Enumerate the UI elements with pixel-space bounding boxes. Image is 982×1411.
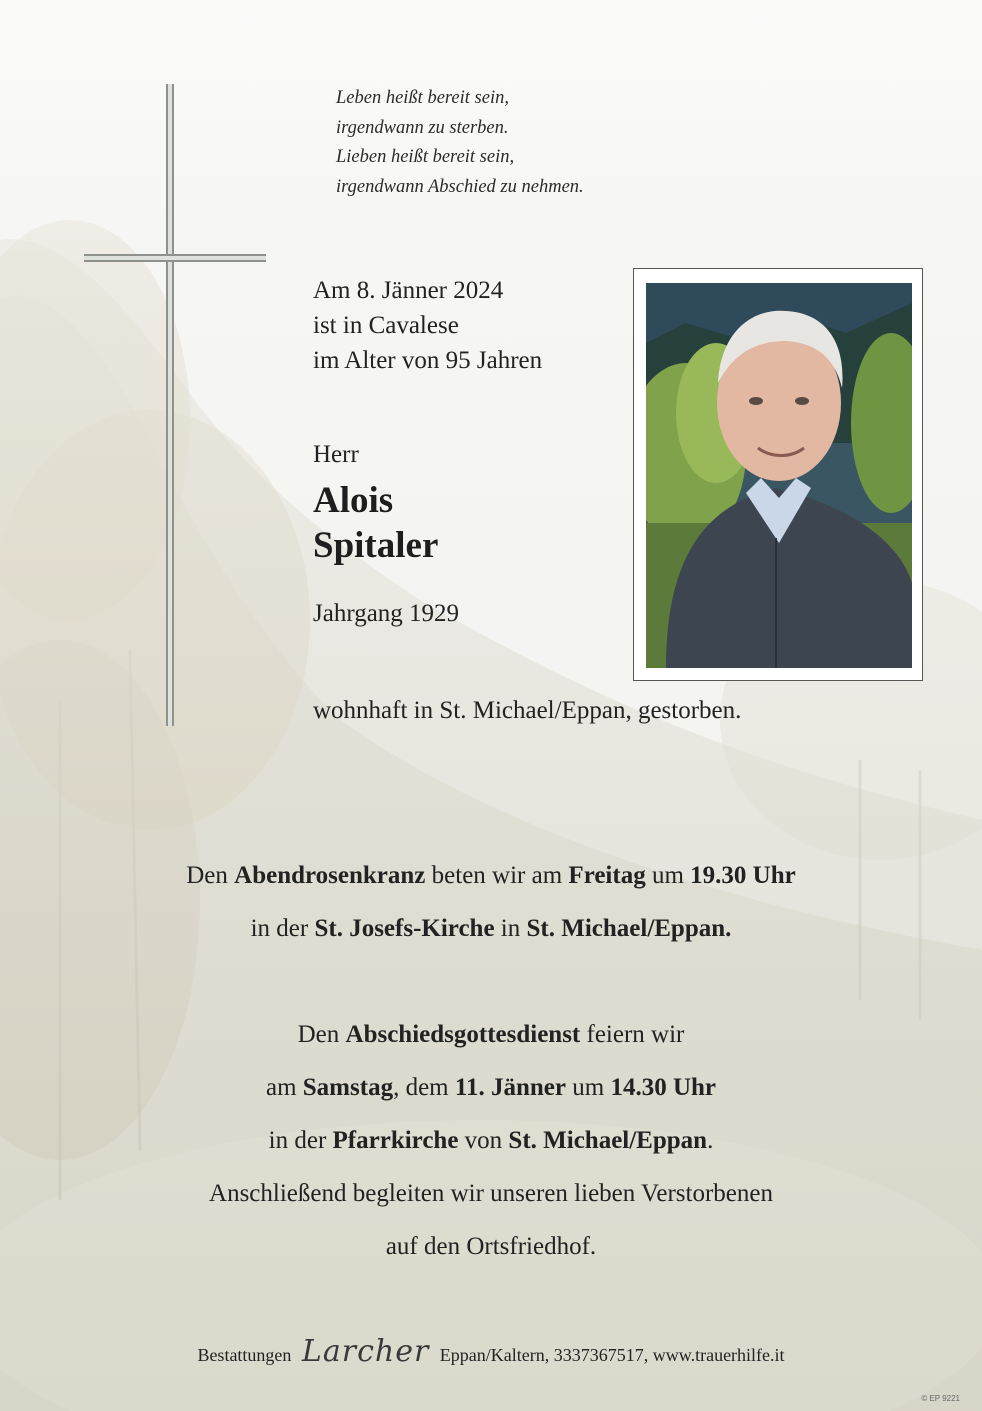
text: beten wir am <box>425 862 569 889</box>
rosary-label: Abendrosenkranz <box>234 862 426 889</box>
portrait-frame <box>633 268 923 681</box>
text: am <box>265 1074 303 1101</box>
text: . <box>707 1127 714 1154</box>
service-day: Samstag <box>302 1074 394 1101</box>
residence-line: wohnhaft in St. Michael/Eppan, gestorben. <box>313 697 742 724</box>
text: um <box>645 862 691 889</box>
document-code: © EP 9221 <box>921 1394 960 1403</box>
salutation: Herr <box>313 441 359 468</box>
poem-line: irgendwann zu sterben. <box>336 117 509 138</box>
text: von <box>458 1127 509 1154</box>
service-line-1 <box>0 1008 982 1061</box>
rosary-time: 19.30 Uhr <box>690 862 796 889</box>
poem-line: irgendwann Abschied zu nehmen. <box>336 176 584 197</box>
rosary-day: Freitag <box>568 862 646 889</box>
funeral-home-footer <box>0 1334 982 1369</box>
service-line-5: auf den Ortsfriedhof. <box>385 1233 597 1260</box>
rosary-line-1 <box>0 849 982 902</box>
text: feiern wir <box>580 1021 685 1048</box>
poem-line: Leben heißt bereit sein, <box>336 88 509 108</box>
cross-horizontal-bar <box>84 254 266 262</box>
text: in der <box>250 915 315 942</box>
footer-prefix: Bestattungen <box>197 1345 292 1365</box>
service-line-4: Anschließend begleiten wir unseren lieben Verstorbenen <box>209 1180 773 1207</box>
first-name: Alois <box>313 480 394 521</box>
service-line-3 <box>0 1114 982 1167</box>
last-name: Spitaler <box>313 525 439 566</box>
rosary-line-2 <box>0 902 982 955</box>
rosary-church: St. Josefs-Kirche <box>314 915 495 942</box>
text: in <box>494 915 527 942</box>
cross-vertical-bar <box>166 84 174 726</box>
death-notice-intro <box>313 273 542 378</box>
intro-line: Am 8. Jänner 2024 <box>313 277 504 304</box>
portrait-photo <box>646 283 912 668</box>
intro-line: im Alter von 95 Jahren <box>313 347 543 374</box>
intro-line: ist in Cavalese <box>313 312 459 339</box>
poem-line: Lieben heißt bereit sein, <box>336 147 515 167</box>
service-line-2 <box>0 1061 982 1114</box>
rosary-place: St. Michael/Eppan. <box>526 915 732 942</box>
deceased-name <box>313 478 438 568</box>
text: , dem <box>393 1074 455 1101</box>
rosary-announcement <box>0 849 982 955</box>
service-church: Pfarrkirche <box>332 1127 459 1154</box>
text: Den <box>297 1021 346 1048</box>
service-label: Abschiedsgottesdienst <box>345 1021 581 1048</box>
service-place: St. Michael/Eppan <box>508 1127 708 1154</box>
text: um <box>566 1074 611 1101</box>
service-date: 11. Jänner <box>454 1074 566 1101</box>
text: in der <box>268 1127 333 1154</box>
service-time: 14.30 Uhr <box>610 1074 717 1101</box>
text: Den <box>186 862 235 889</box>
poem <box>336 84 584 202</box>
year-of-birth: Jahrgang 1929 <box>313 600 460 627</box>
funeral-service-announcement <box>0 1008 982 1273</box>
funeral-home-logo: Larcher <box>301 1334 430 1369</box>
footer-contact: Eppan/Kaltern, 3337367517, www.trauerhilfe.it <box>439 1345 785 1365</box>
